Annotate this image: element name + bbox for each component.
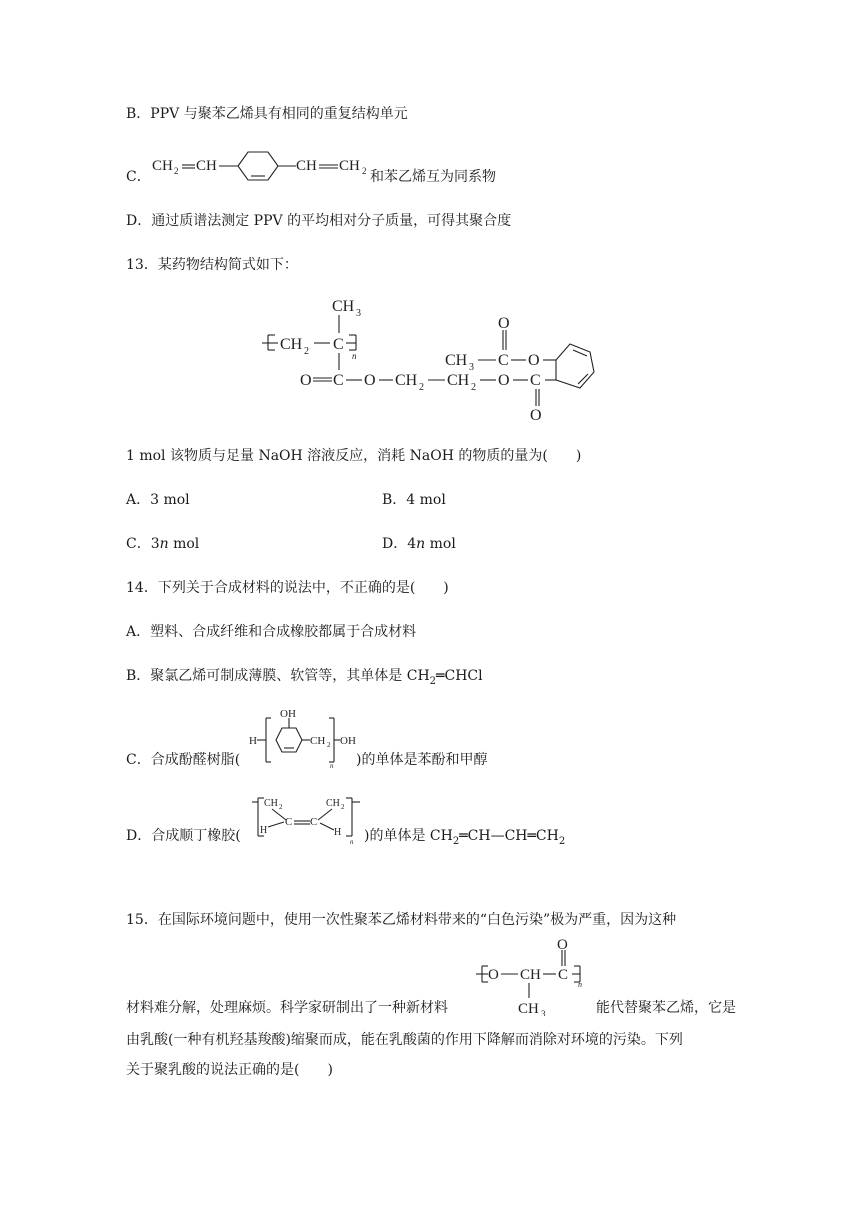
- svg-text:C: C: [558, 967, 569, 983]
- svg-text:n: n: [578, 980, 582, 989]
- q15-line-3: 由乳酸(一种有机羟基羧酸)缩聚而成，能在乳酸菌的作用下降解而消除对环境的污染。下列: [126, 1032, 683, 1048]
- q13-stem: 13．某药物结构简式如下：: [126, 257, 298, 273]
- q13-option-c: C．3n mol: [126, 536, 200, 552]
- svg-text:O: O: [364, 372, 376, 389]
- svg-text:2: 2: [419, 382, 424, 393]
- svg-text:H: H: [334, 827, 342, 838]
- svg-text:CH: CH: [196, 158, 217, 174]
- svg-text:2: 2: [471, 382, 476, 393]
- svg-text:CH: CH: [296, 158, 317, 174]
- svg-text:O: O: [557, 937, 568, 953]
- q14-option-b: B．聚氯乙烯可制成薄膜、软管等，其单体是 $CH_2═CHCl$: [126, 668, 483, 687]
- svg-text:n: n: [352, 351, 357, 361]
- svg-text:OH: OH: [340, 735, 356, 747]
- svg-text:O: O: [300, 372, 312, 389]
- svg-text:3: 3: [356, 308, 361, 319]
- svg-text:3: 3: [469, 362, 474, 373]
- q14-option-d-prefix: D．合成顺丁橡胶(: [126, 828, 241, 844]
- q15-line-1: 15．在国际环境问题中，使用一次性聚苯乙烯材料带来的“白色污染”极为严重，因为这种: [126, 912, 677, 928]
- svg-text:n: n: [350, 838, 354, 846]
- q14-option-c-prefix: C．合成酚醛树脂(: [126, 752, 241, 768]
- q15-line-2-right: 能代替聚苯乙烯，它是: [596, 1000, 736, 1016]
- phenolic-resin-structure: [246, 706, 358, 768]
- svg-text:C: C: [285, 816, 293, 828]
- svg-text:C: C: [333, 336, 344, 353]
- svg-text:CH: CH: [310, 735, 326, 747]
- svg-text:O: O: [530, 407, 542, 424]
- drug-structure: [258, 290, 608, 426]
- q13-question: 1 mol 该物质与足量 NaOH 溶液反应，消耗 NaOH 的物质的量为( ): [126, 448, 582, 464]
- svg-text:2: 2: [279, 803, 283, 811]
- svg-text:O: O: [498, 372, 510, 389]
- svg-text:2: 2: [327, 741, 331, 749]
- svg-text:2: 2: [304, 346, 309, 357]
- svg-text:C: C: [333, 372, 344, 389]
- q12-option-c-text: 和苯乙烯互为同系物: [370, 169, 496, 185]
- svg-text:CH: CH: [280, 336, 303, 353]
- q14-option-a: A．塑料、合成纤维和合成橡胶都属于合成材料: [126, 624, 417, 640]
- svg-text:C: C: [310, 816, 318, 828]
- svg-text:O: O: [528, 352, 540, 369]
- polylactic-acid-structure: [474, 934, 594, 1016]
- q14-option-c-suffix: )的单体是苯酚和甲醇: [356, 752, 488, 768]
- svg-text:CH: CH: [332, 298, 355, 315]
- svg-text:CH: CH: [152, 158, 173, 174]
- svg-text:CH: CH: [518, 1001, 539, 1016]
- svg-text:2: 2: [174, 166, 179, 176]
- svg-text:n: n: [330, 762, 334, 768]
- q14-stem: 14．下列关于合成材料的说法中，不正确的是( ): [126, 580, 449, 596]
- svg-text:3: 3: [541, 1009, 546, 1016]
- q12-option-c-label: C．: [126, 169, 151, 185]
- svg-text:CH: CH: [520, 967, 541, 983]
- svg-text:2: 2: [341, 803, 345, 811]
- q13-option-d: D．4n mol: [382, 536, 456, 552]
- svg-text:OH: OH: [280, 708, 296, 720]
- svg-text:H: H: [249, 735, 257, 747]
- q12-option-b: B．PPV 与聚苯乙烯具有相同的重复结构单元: [126, 106, 408, 122]
- svg-text:CH: CH: [339, 158, 360, 174]
- svg-text:O: O: [488, 967, 499, 983]
- svg-text:CH: CH: [445, 352, 468, 369]
- svg-text:C: C: [498, 352, 509, 369]
- svg-text:O: O: [498, 315, 510, 332]
- q13-option-a: A．3 mol: [126, 492, 190, 508]
- q14-option-d-suffix: )的单体是 $CH_2═CH—CH═CH_2$: [364, 828, 566, 847]
- q13-option-b: B．4 mol: [382, 492, 446, 508]
- svg-text:2: 2: [362, 166, 367, 176]
- divinylbenzene-structure: [148, 146, 373, 188]
- q12-option-d: D．通过质谱法测定 PPV 的平均相对分子质量，可得其聚合度: [126, 213, 512, 229]
- svg-text:H: H: [260, 825, 268, 836]
- svg-text:CH: CH: [326, 798, 340, 809]
- svg-text:CH: CH: [395, 372, 418, 389]
- svg-text:CH: CH: [264, 798, 278, 809]
- q15-line-2-left: 材料难分解，处理麻烦。科学家研制出了一种新材料: [126, 1000, 448, 1016]
- svg-text:CH: CH: [447, 372, 470, 389]
- cis-polybutadiene-structure: [246, 792, 366, 846]
- q15-line-4: 关于聚乳酸的说法正确的是( ): [126, 1062, 333, 1078]
- svg-text:C: C: [530, 372, 541, 389]
